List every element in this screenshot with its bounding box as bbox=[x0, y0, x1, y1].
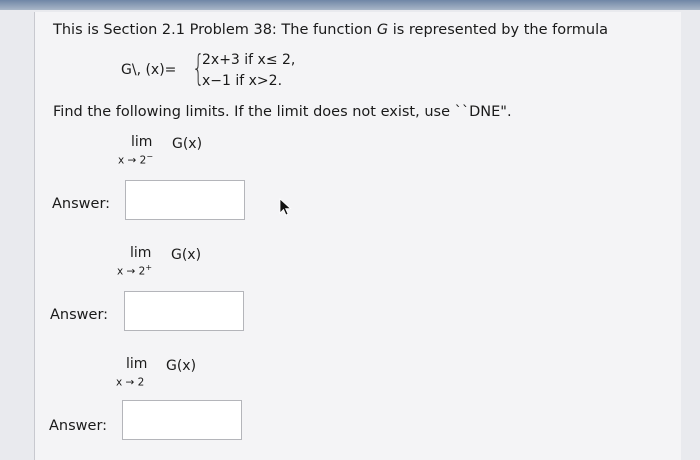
title-function-name: G bbox=[376, 22, 389, 38]
limit-1-approach bbox=[118, 152, 153, 167]
limit-1-approach-text: x → 2 bbox=[118, 154, 147, 167]
answer-1-label: Answer: bbox=[52, 196, 111, 212]
title-suffix: is represented by the formula bbox=[388, 22, 609, 38]
limit-2-function: G(x) bbox=[171, 247, 202, 263]
mouse-pointer-icon bbox=[279, 198, 293, 216]
limit-1-side: − bbox=[146, 152, 154, 161]
answer-3-label: Answer: bbox=[49, 418, 108, 434]
limit-2-side: + bbox=[145, 263, 153, 272]
limit-1-function: G(x) bbox=[172, 136, 203, 152]
limit-2-lim: lim bbox=[130, 245, 152, 261]
limit-3-function: G(x) bbox=[166, 358, 197, 374]
answer-2-input[interactable] bbox=[124, 291, 244, 331]
formula-brace: { bbox=[192, 48, 205, 89]
window-top-bar bbox=[0, 0, 700, 10]
answer-2-label: Answer: bbox=[50, 307, 109, 323]
limit-2-approach-text: x → 2 bbox=[117, 265, 146, 278]
problem-title bbox=[53, 22, 608, 38]
answer-3-input[interactable] bbox=[122, 400, 242, 440]
limit-2-approach bbox=[117, 263, 152, 278]
formula-lhs: G\, (x)= bbox=[121, 62, 177, 78]
problem-panel bbox=[34, 12, 681, 460]
title-prefix: This is Section 2.1 Problem 38: The function bbox=[53, 22, 377, 38]
instructions: Find the following limits. If the limit does not exist, use ``DNE". bbox=[53, 104, 512, 120]
formula-case-1: 2x+3 if x≤ 2, bbox=[202, 52, 296, 68]
formula-case-2: x−1 if x>2. bbox=[202, 73, 283, 89]
limit-3-approach bbox=[116, 374, 144, 389]
answer-1-input[interactable] bbox=[125, 180, 245, 220]
limit-1-lim: lim bbox=[131, 134, 153, 150]
limit-3-lim: lim bbox=[126, 356, 148, 372]
limit-3-approach-text: x → 2 bbox=[116, 376, 145, 389]
